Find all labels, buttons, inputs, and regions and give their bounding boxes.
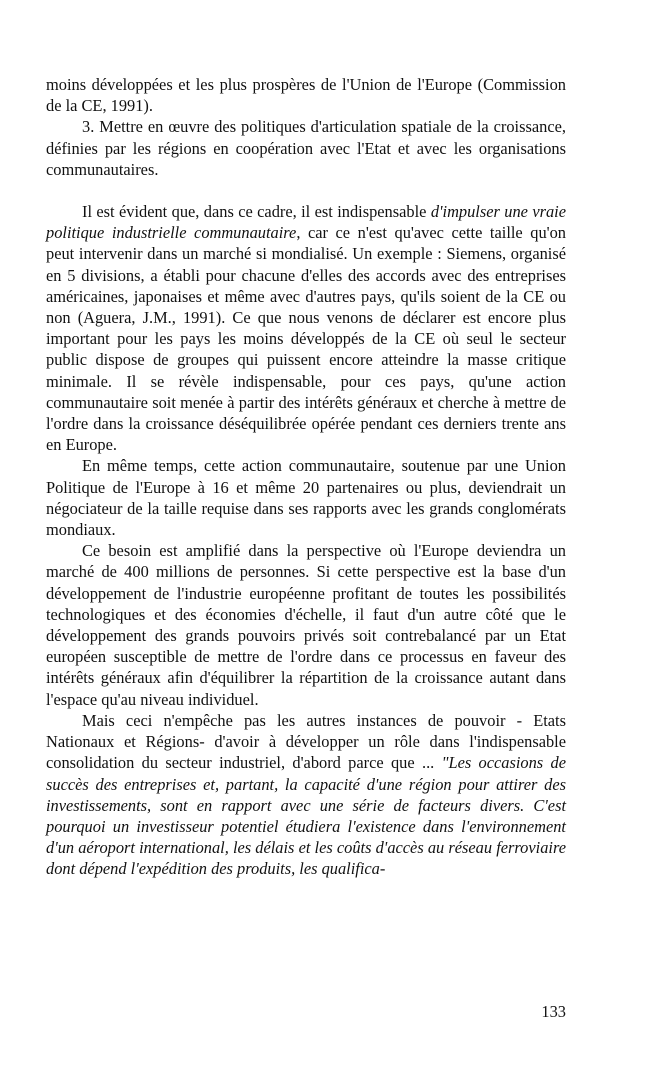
paragraph-3 xyxy=(46,201,566,455)
paragraph-5: Ce besoin est amplifié dans la perspective où l'Europe deviendra un marché de 400 millions de personnes. Si cette perspective est la base d'un développement de l'industrie européenne profitant de toutes les possibilités technologiques et des économies d'échelle, il faut d'un autre côté que le développement des grands pouvoirs privés soit contrebalancé par un Etat européen susceptible de mettre de l'ordre dans ce processus en faveur des intérêts généraux afin d'équilibrer la répartition de la croissance autant dans l'espace qu'au niveau individuel. xyxy=(46,541,566,709)
paragraph-2-list-item-3: 3. Mettre en œuvre des politiques d'articulation spatiale de la croissance, définies par les régions en coopération avec l'Etat et avec les organisations communautaires. xyxy=(46,117,566,179)
paragraph-3-end: , car ce n'est qu'avec cette taille qu'on peut intervenir dans un marché si mondialisé. Un exemple : Siemens, organisé en 5 divisions, a établi pour chacune d'elles des accords avec des entreprises américaines, japonaises et même avec d'autres pays, qu'ils soient de la CE ou non (Aguera, J.M., 1991). Ce que nous venons de déclarer est encore plus important pour les pays les moins développés de la CE où seul le secteur public dispose de groupes qui puissent encore atteindre la masse critique minimale. Il se révèle indispensable, pour ces pays, qu'une action communautaire soit menée à partir des intérêts généraux et cherche à mettre de l'ordre dans la croissance déséquilibrée opérée pendant ces derniers trente ans en Europe. xyxy=(46,223,566,455)
paragraph-1: moins développées et les plus prospères de l'Union de l'Europe (Commission de la CE, 1991). xyxy=(46,75,566,116)
page-body xyxy=(46,74,566,880)
paragraph-3-emphasis: d'impulser une vraie politique industrielle communautaire xyxy=(46,202,566,243)
paragraph-gap xyxy=(46,180,566,201)
paragraph-6 xyxy=(46,710,566,880)
paragraph-6-start: Mais ceci n'empêche pas les autres instances de pouvoir - Etats Nationaux et Régions- d'avoir à développer un rôle dans l'indispensable consolidation du secteur industriel, d'abord parce que ... xyxy=(46,710,566,773)
paragraph-4: En même temps, cette action communautaire, soutenue par une Union Politique de l'Europe à 16 et même 20 partenaires ou plus, deviendrait un négociateur de la taille requise dans ses rapports avec les grands conglomérats mondiaux. xyxy=(46,456,566,540)
paragraph-3-start: Il est évident que, dans ce cadre, il est indispensable xyxy=(82,202,431,222)
page-number: 133 xyxy=(541,1002,566,1021)
paragraph-6-quote: "Les occasions de succès des entreprises et, partant, la capacité d'une région pour attirer des investissements, sont en rapport avec une série de facteurs divers. C'est pourquoi un investisseur potentiel étudiera l'existence dans l'environnement d'un aéroport international, les délais et les coûts d'accès au réseau ferroviaire dont dépend l'expédition des produits, les qualifica- xyxy=(46,753,566,879)
